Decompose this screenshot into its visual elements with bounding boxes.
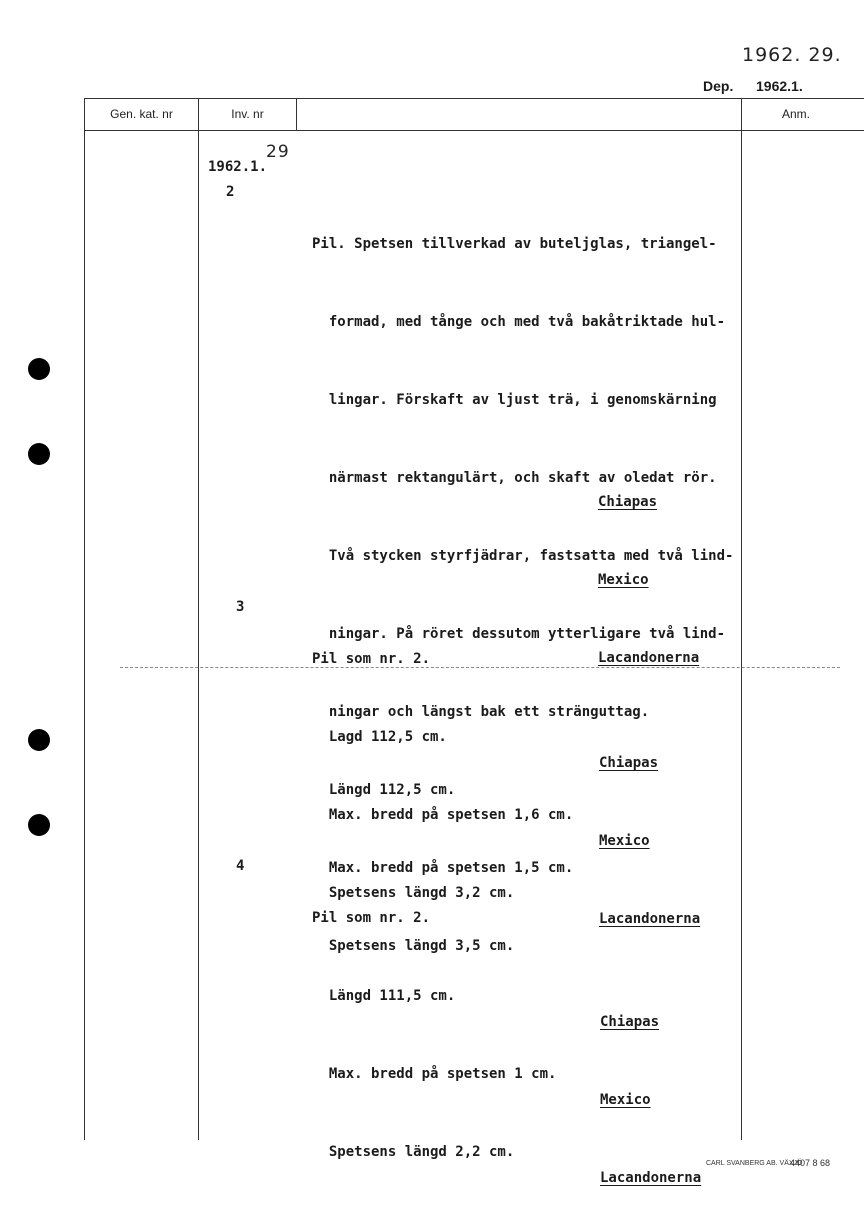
entry-line: ningar och längst bak ett stränguttag. [312,704,650,720]
location-people: Lacandonerna [599,911,701,927]
column-divider-inv-main [296,98,297,130]
column-header-gen-kat-nr: Gen. kat. nr [110,107,173,121]
entry-line: Längd 111,5 cm. [312,988,456,1004]
entry-number: 2 [226,184,235,200]
entry-line: Pil som nr. 2. [312,651,431,667]
handwritten-catalog-number: 1962. 29. [742,44,842,66]
location-region: Chiapas [599,755,659,771]
entry-location [600,957,701,1217]
inv-prefix-handwritten: 29 [266,142,290,162]
punch-hole [28,443,50,465]
dep-label: Dep. [703,78,734,94]
entry-line: Max. bredd på spetsen 1,6 cm. [312,807,574,823]
printer-imprint: CARL SVANBERG AB. VÄXJÖ [706,1160,803,1167]
table-top-rule [84,98,864,99]
entry-line: Pil som nr. 2. [312,910,431,926]
entry-line: Max. bredd på spetsen 1,5 cm. [312,860,574,876]
entry-line: lingar. Förskaft av ljust trä, i genomskärning [312,392,717,408]
column-divider-left [84,98,85,1140]
location-people: Lacandonerna [598,650,700,666]
entry-line: Pil. Spetsen tillverkad av buteljglas, triangel- [312,236,717,252]
entry-number: 3 [236,599,245,615]
location-region: Chiapas [598,494,658,510]
column-header-inv-nr: Inv. nr [231,107,264,121]
entry-line: Spetsens längd 3,2 cm. [312,885,515,901]
entry-line: Lagd 112,5 cm. [312,729,447,745]
entry-location [598,437,699,697]
location-country: Mexico [600,1092,651,1108]
location-country: Mexico [598,572,649,588]
punch-hole [28,358,50,380]
entry-description [312,853,556,1191]
location-people: Lacandonerna [600,1170,702,1186]
column-header-anm: Anm. [781,107,810,121]
table-header-rule [84,130,864,131]
column-divider-main-anm [741,98,742,1140]
dep-value: 1962.1. [756,78,803,94]
entry-line: formad, med tånge och med två bakåtriktade hul- [312,314,726,330]
entry-line: Spetsens längd 2,2 cm. [312,1144,515,1160]
entry-line: Max. bredd på spetsen 1 cm. [312,1066,557,1082]
form-number: 4407 8 68 [790,1158,831,1168]
entry-location [599,698,700,958]
entry-line: Spetsens längd 3,5 cm. [312,938,515,954]
entry-line: närmast rektangulärt, och skaft av oledat rör. [312,470,717,486]
entry-line: Två stycken styrfjädrar, fastsatta med två lind- [312,548,734,564]
entry-line: ningar. På röret dessutom ytterligare två lind- [312,626,726,642]
entry-line: Längd 112,5 cm. [312,782,456,798]
punch-hole [28,729,50,751]
location-region: Chiapas [600,1014,660,1030]
column-divider-gen-inv [198,98,199,1140]
location-country: Mexico [599,833,650,849]
entry-number: 4 [236,858,245,874]
punch-hole [28,814,50,836]
inv-prefix-typed: 1962.1. [208,159,268,175]
